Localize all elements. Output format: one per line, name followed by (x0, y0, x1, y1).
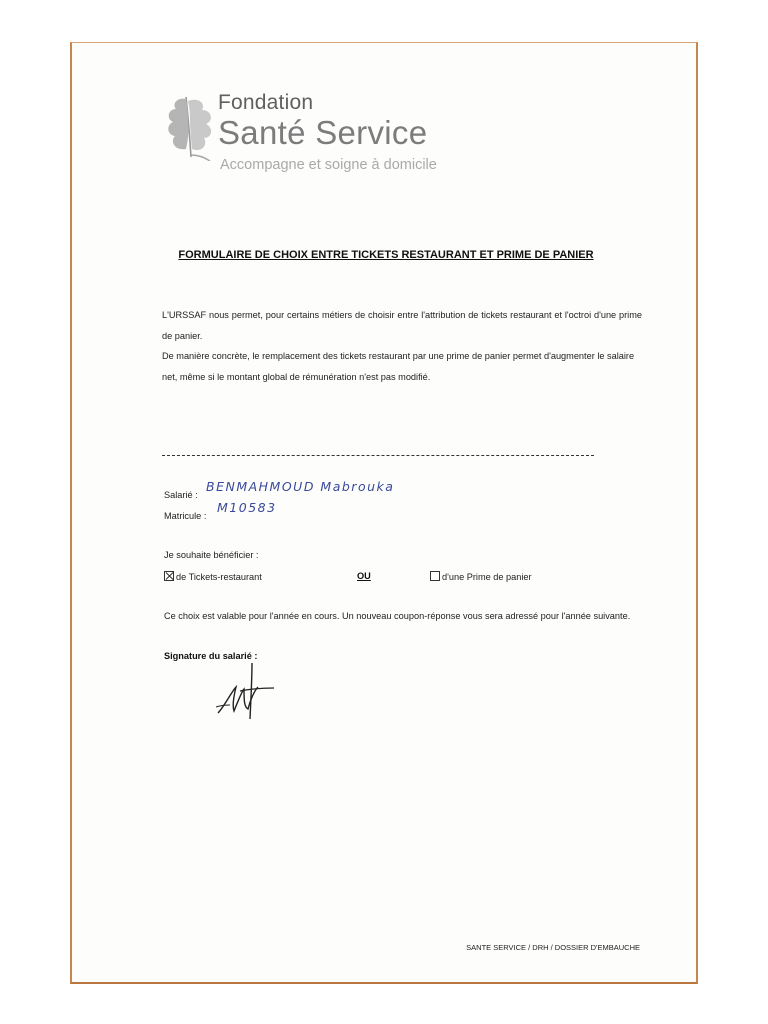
tickets-restaurant-checkbox[interactable] (164, 571, 174, 581)
option-tickets-restaurant[interactable] (164, 571, 262, 582)
prime-panier-checkbox[interactable] (430, 571, 440, 581)
form-title: FORMULAIRE DE CHOIX ENTRE TICKETS RESTAURANT ET PRIME DE PANIER (178, 249, 594, 261)
intro-paragraph-1: L'URSSAF nous permet, pour certains métiers de choisir entre l'attribution de tickets restaurant et l'octroi d'une prime de panier. (162, 310, 642, 341)
or-label: OU (357, 571, 371, 581)
option-tickets-label: de Tickets-restaurant (176, 572, 262, 582)
matricule-label: Matricule : (164, 511, 207, 521)
handwritten-signature (214, 661, 280, 723)
oak-leaf-icon (164, 91, 218, 161)
logo-tagline: Accompagne et soigne à domicile (220, 157, 437, 173)
separator-line (162, 455, 594, 456)
document-page (70, 42, 698, 984)
logo-text-fondation: Fondation (218, 91, 314, 114)
matricule-value-handwritten: M10583 (217, 500, 277, 515)
logo-text-sante-service: Santé Service (218, 114, 428, 151)
option-prime-panier[interactable] (430, 571, 532, 582)
salarie-value-handwritten: BENMAHMOUD Mabrouka (206, 479, 395, 494)
validity-text: Ce choix est valable pour l'année en cours. Un nouveau coupon-réponse vous sera adressé pour l'année suivante. (164, 611, 631, 621)
signature-label: Signature du salarié : (164, 651, 258, 661)
salarie-label: Salarié : (164, 490, 198, 500)
choice-intro: Je souhaite bénéficier : (164, 550, 259, 560)
option-prime-label: d'une Prime de panier (442, 572, 532, 582)
intro-paragraph-2: De manière concrète, le remplacement des tickets restaurant par une prime de panier permet d'augmenter le salaire net, même si le montant global de rémunération n'est pas modifié. (162, 351, 635, 382)
footer-reference: SANTE SERVICE / DRH / DOSSIER D'EMBAUCHE (466, 943, 640, 952)
